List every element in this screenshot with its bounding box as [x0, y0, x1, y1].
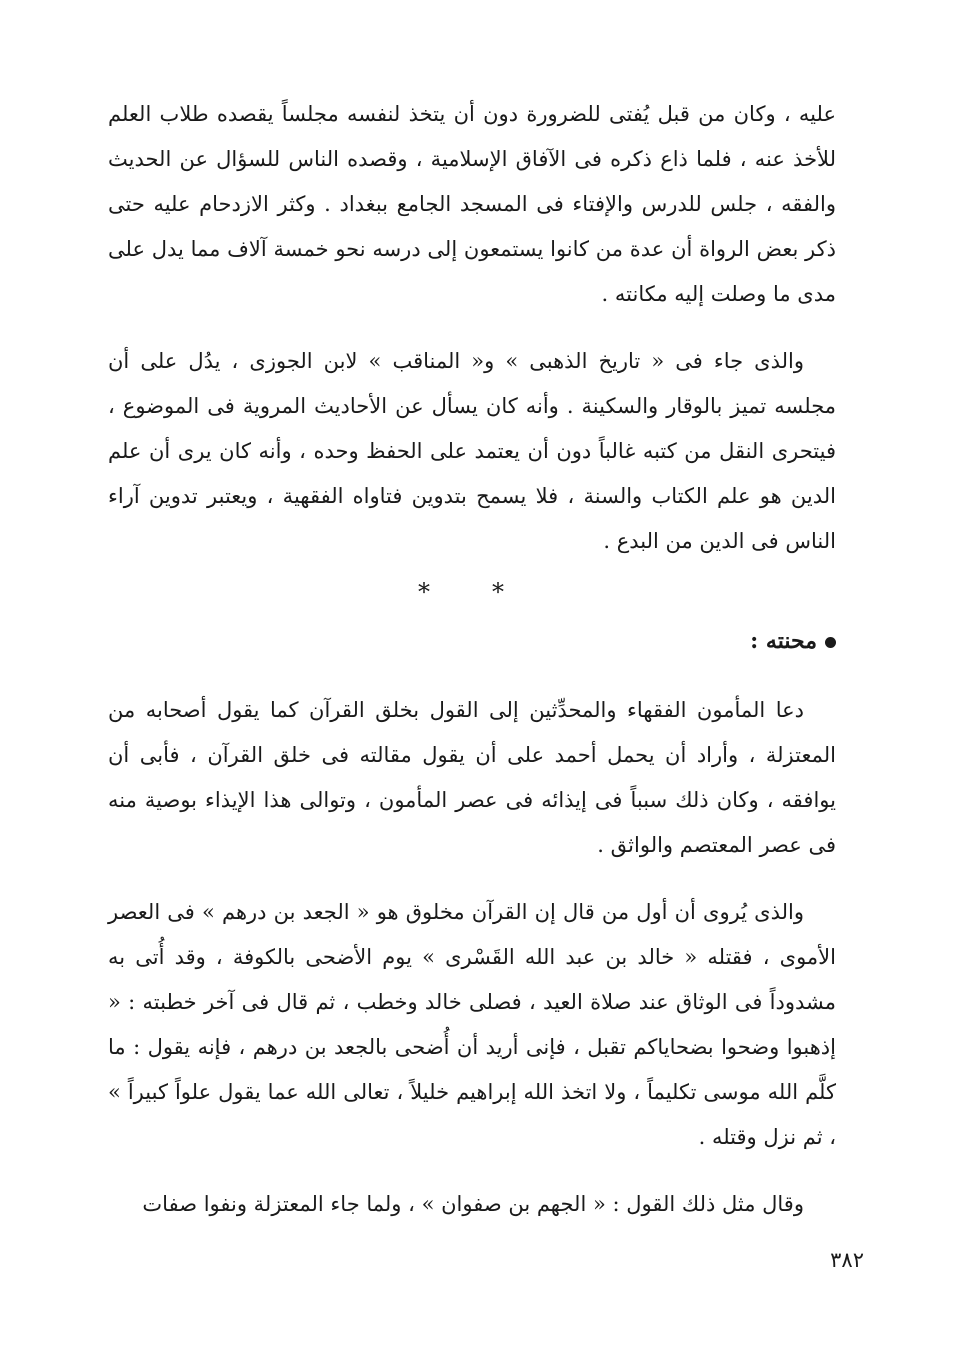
paragraph-1: عليه ، وكان من قبل يُفتى للضرورة دون أن يتخذ لنفسه مجلساً يقصده طلاب العلم للأخذ عنه ، فلما ذاع ذكره فى الآفاق الإسلامية ، وقصده الناس للسؤال عن الحديث والفقه ، جلس للدرس والإفتاء فى المسجد الجامع ببغداد . وكثر الازدحام عليه حتى ذكر بعض الرواة أن عدة من كانوا يستمعون إلى درسه نحو خمسة آلاف مما يدل على مدى ما وصلت إليه مكانته . — [108, 102, 836, 306]
paragraph-2: والذى جاء فى « تاريخ الذهبى » و« المناقب » لابن الجوزى ، يدُل على أن مجلسه تميز بالوقار والسكينة . وأنه كان يسأل عن الأحاديث المروية فى الموضوع ، فيتحرى النقل من كتبه غالباً دون أن يعتمد على الحفظ وحده ، وأنه كان يرى أن علم الدين هو علم الكتاب والسنة ، فلا يسمح بتدوين فتاواه الفقهية ، ويعتبر تدوين آراء الناس فى الدين من البدع . — [108, 349, 836, 553]
asterisk-icon: * — [418, 578, 464, 606]
section-heading-text: محنته : — [750, 628, 817, 654]
asterisk-icon: * — [492, 578, 538, 606]
paragraph-3: دعا المأمون الفقهاء والمحدِّثين إلى القول بخلق القرآن كما يقول أصحابه من المعتزلة ، وأراد أن يحمل أحمد على أن يقول مقالته فى خلق القرآن ، فأبى أن يوافقه ، وكان ذلك سبباً فى إيذائه فى عصر المأمون ، وتوالى هذا الإيذاء بوصية منه فى عصر المعتصم والواثق . — [108, 698, 836, 857]
top-text-block — [108, 92, 836, 564]
section-separator — [0, 578, 956, 606]
paragraph-5: وقال مثل ذلك القول : « الجهم بن صفوان » ، ولما جاء المعتزلة ونفوا صفات — [142, 1192, 804, 1216]
paragraph-4: والذى يُروى أن أول من قال إن القرآن مخلوق هو « الجعد بن درهم » فى العصر الأموى ، فقتله « خالد بن عبد الله القَسْرى » يوم الأضحى بالكوفة ، وقد أُتى به مشدوداً فى الوثاق عند صلاة العيد ، فصلى خالد وخطب ، ثم قال فى آخر خطبته : « إذهبوا وضحوا بضحاياكم تقبل ، فإنى أريد أن أُضحى بالجعد بن درهم ، فإنه يقول : ما كلَّم الله موسى تكليماً ، ولا اتخذ الله إبراهيم خليلاً ، تعالى الله عما يقول علواً كبيراً » ، ثم نزل وقتله . — [108, 900, 836, 1149]
page-number: ٣٨٢ — [830, 1248, 864, 1272]
bullet-icon — [825, 637, 836, 648]
bottom-text-block — [108, 688, 836, 1227]
section-heading — [750, 628, 836, 654]
